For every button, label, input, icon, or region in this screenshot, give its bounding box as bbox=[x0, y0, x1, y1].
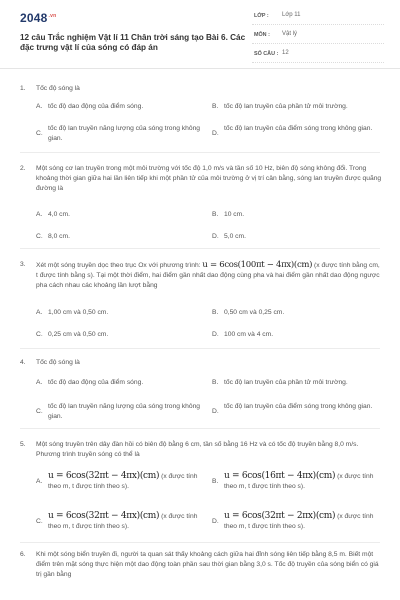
option-label: D. bbox=[212, 518, 219, 525]
question-text-after: (x được tính bằng cm, t được tính bằng s). Tại một thời điểm, hai điểm gần nhất dao động cùng pha và hai điểm gần nhất dao động ngược pha cách nhau các khoảng lần lượt bằng bbox=[36, 262, 380, 289]
meta-label: MÔN : bbox=[254, 32, 270, 38]
option-text: 100 cm và 4 cm. bbox=[224, 331, 274, 338]
option-label: B. bbox=[212, 211, 219, 218]
equation: u = 6cos(16πt − 4πx)(cm) bbox=[224, 471, 336, 481]
equation: u = 6cos(100πt − 4πx)(cm) bbox=[202, 260, 313, 270]
question-text: Một sóng truyền trên dây đàn hồi có biên độ bằng 6 cm, tần số bằng 16 Hz và có tốc độ truyền bằng 8,0 m/s. Phương trình truyền sóng có thể là bbox=[36, 441, 359, 458]
option-text: tốc độ lan truyền năng lượng của sóng trong không gian. bbox=[48, 403, 201, 420]
metadata-box bbox=[252, 10, 384, 67]
equation: u = 6cos(32πt − 2πx)(cm) bbox=[224, 511, 336, 521]
meta-row-class bbox=[252, 10, 384, 25]
option-label: C. bbox=[36, 518, 43, 525]
option-label: B. bbox=[212, 379, 219, 386]
meta-label: SỐ CÂU : bbox=[254, 51, 279, 57]
option-text: 1,00 cm và 0,50 cm. bbox=[48, 309, 109, 316]
question-divider bbox=[20, 428, 380, 429]
option-text: tốc độ lan truyền của điểm sóng trong không gian. bbox=[224, 403, 373, 410]
option-text: tốc độ lan truyền của phần tử môi trường. bbox=[224, 379, 348, 386]
page-header bbox=[0, 0, 400, 69]
question-text bbox=[36, 260, 382, 291]
question-divider bbox=[20, 248, 380, 249]
meta-value: Vật lý bbox=[282, 31, 298, 37]
option-label: D. bbox=[212, 408, 219, 415]
option-text: tốc độ lan truyền năng lượng của sóng trong không gian. bbox=[48, 125, 201, 142]
option-label: A. bbox=[36, 379, 43, 386]
option-note: (x được tính theo m, t được tính theo s). bbox=[48, 513, 198, 530]
option-label: A. bbox=[36, 309, 43, 316]
question-text: Tốc độ sóng là bbox=[36, 85, 80, 92]
option-text: tốc độ dao động của điểm sóng. bbox=[48, 103, 144, 110]
question-number: 6. bbox=[20, 551, 26, 558]
option-label: B. bbox=[212, 103, 219, 110]
option-label: D. bbox=[212, 130, 219, 137]
option-label: C. bbox=[36, 233, 43, 240]
option-note: (x được tính theo m, t được tính theo s). bbox=[224, 473, 374, 490]
question-number: 5. bbox=[20, 441, 26, 448]
option-text: 0,50 cm và 0,25 cm. bbox=[224, 309, 285, 316]
option-label: C. bbox=[36, 331, 43, 338]
question-number: 4. bbox=[20, 359, 26, 366]
meta-row-count bbox=[252, 48, 384, 63]
question-text: Khi một sóng biển truyền đi, người ta quan sát thấy khoảng cách giữa hai đỉnh sóng liên tiếp bằng 8,5 m. Biết một điểm trên mặt sóng thực hiện một dao động toàn phần sau thời gian bằng 3,0 s. Tốc độ truyền của sóng biển có giá trị gần bằng bbox=[36, 551, 379, 578]
option-text: 4,0 cm. bbox=[48, 211, 70, 218]
option-label: B. bbox=[212, 309, 219, 316]
question-divider bbox=[20, 152, 380, 153]
option-text bbox=[224, 472, 379, 491]
equation: u = 6cos(32πt − 4πx)(cm) bbox=[48, 471, 160, 481]
question-number: 1. bbox=[20, 85, 26, 92]
meta-value: Lớp 11 bbox=[282, 12, 301, 18]
question-divider bbox=[20, 348, 380, 349]
logo-main: 2048 bbox=[20, 11, 48, 25]
logo-suffix: .vn bbox=[48, 13, 57, 19]
meta-value: 12 bbox=[282, 50, 289, 56]
option-text: tốc độ dao động của điểm sóng. bbox=[48, 379, 144, 386]
question-text: Một sóng cơ lan truyền trong một môi trường với tốc độ 1,0 m/s và tần số 10 Hz, biên độ sóng không đổi. Trong khoảng thời gian giữa hai lần liên tiếp khi một phần tử của môi trường ở vị trí cân bằng, sóng lan truyền được quãng đường là bbox=[36, 165, 382, 192]
option-label: C. bbox=[36, 408, 43, 415]
option-text bbox=[48, 472, 203, 491]
document-title: 12 câu Trắc nghiệm Vật lí 11 Chân trời sáng tạo Bài 6. Các đặc trưng vật lí của sóng có đáp án bbox=[20, 33, 246, 52]
meta-row-subject bbox=[252, 29, 384, 44]
option-label: D. bbox=[212, 233, 219, 240]
question-divider bbox=[20, 542, 380, 543]
meta-label: LỚP : bbox=[254, 13, 269, 19]
site-logo[interactable] bbox=[20, 11, 56, 25]
option-label: A. bbox=[36, 211, 43, 218]
option-text: 10 cm. bbox=[224, 211, 245, 218]
equation: u = 6cos(32πt − 4πx)(cm) bbox=[48, 511, 160, 521]
option-label: C. bbox=[36, 130, 43, 137]
option-label: D. bbox=[212, 331, 219, 338]
question-number: 2. bbox=[20, 165, 26, 172]
option-text: tốc độ lan truyền của điểm sóng trong không gian. bbox=[224, 125, 373, 132]
option-text bbox=[48, 512, 203, 531]
option-label: B. bbox=[212, 478, 219, 485]
option-note: (x được tính theo m, t được tính theo s). bbox=[224, 513, 374, 530]
option-text bbox=[224, 512, 379, 531]
option-text: 0,25 cm và 0,50 cm. bbox=[48, 331, 109, 338]
option-label: A. bbox=[36, 103, 43, 110]
option-label: A. bbox=[36, 478, 43, 485]
option-text: 8,0 cm. bbox=[48, 233, 70, 240]
question-text-before: Xét một sóng truyền dọc theo trục Ox với phương trình: bbox=[36, 262, 201, 269]
question-number: 3. bbox=[20, 261, 26, 268]
option-text: tốc độ lan truyền của phần tử môi trường. bbox=[224, 103, 348, 110]
option-text: 5,0 cm. bbox=[224, 233, 246, 240]
option-note: (x được tính theo m, t được tính theo s). bbox=[48, 473, 198, 490]
question-text: Tốc độ sóng là bbox=[36, 359, 80, 366]
